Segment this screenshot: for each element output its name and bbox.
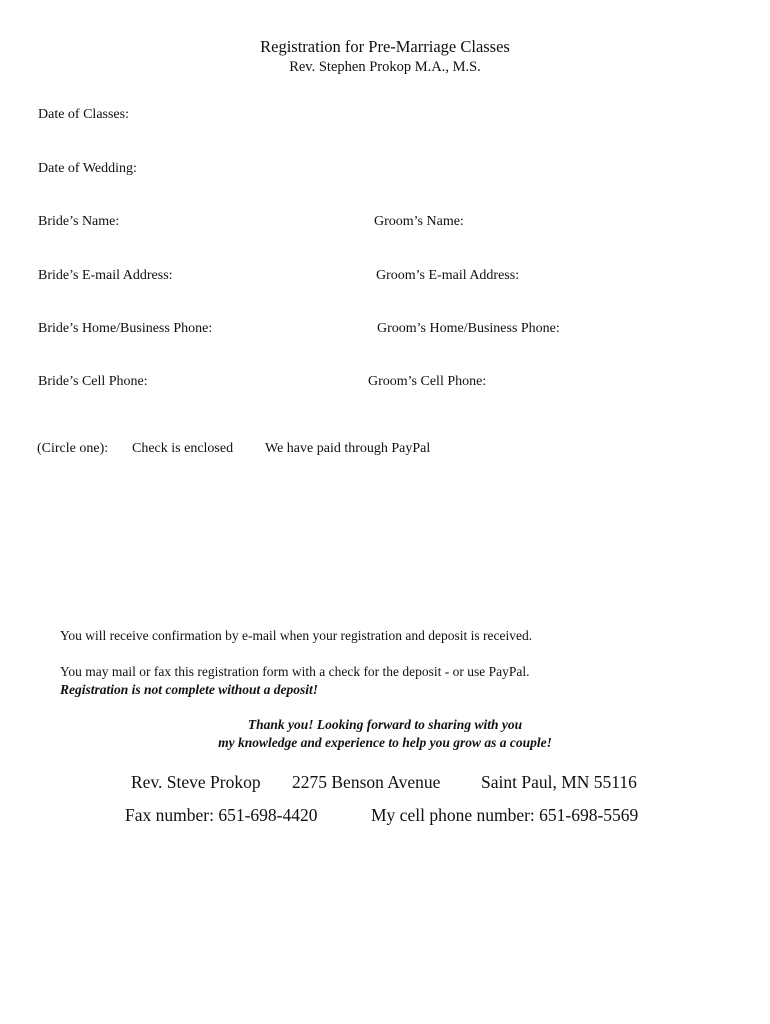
grooms-cell-label: Groom’s Cell Phone:	[368, 374, 487, 389]
payment-option-paypal[interactable]: We have paid through PayPal	[265, 441, 431, 456]
brides-name-label: Bride’s Name:	[38, 214, 120, 229]
brides-cell-label: Bride’s Cell Phone:	[38, 374, 148, 389]
brides-email-label: Bride’s E-mail Address:	[38, 268, 173, 283]
thank-you-line-1: Thank you! Looking forward to sharing with you	[247, 717, 523, 732]
page-subtitle: Rev. Stephen Prokop M.A., M.S.	[289, 59, 481, 75]
brides-home-phone-label: Bride’s Home/Business Phone:	[38, 321, 213, 336]
contact-name: Rev. Steve Prokop	[131, 772, 261, 792]
date-of-classes-label: Date of Classes:	[38, 107, 129, 122]
contact-street: 2275 Benson Avenue	[292, 772, 441, 792]
mail-fax-note: You may mail or fax this registration form with a check for the deposit - or use PayPal.	[60, 664, 530, 679]
contact-city: Saint Paul, MN 55116	[481, 772, 637, 792]
grooms-email-label: Groom’s E-mail Address:	[376, 268, 520, 283]
payment-option-check[interactable]: Check is enclosed	[132, 441, 234, 456]
contact-fax: Fax number: 651-698-4420	[125, 805, 318, 825]
grooms-home-phone-label: Groom’s Home/Business Phone:	[377, 321, 560, 336]
grooms-name-label: Groom’s Name:	[374, 214, 464, 229]
contact-cell: My cell phone number: 651-698-5569	[371, 805, 639, 825]
date-of-wedding-label: Date of Wedding:	[38, 161, 137, 176]
confirmation-note: You will receive confirmation by e-mail when your registration and deposit is received.	[60, 628, 533, 643]
deposit-required-note: Registration is not complete without a deposit!	[60, 682, 319, 697]
thank-you-line-2: my knowledge and experience to help you grow as a couple!	[218, 735, 552, 750]
page-title: Registration for Pre-Marriage Classes	[260, 37, 510, 56]
payment-prompt: (Circle one):	[37, 441, 109, 456]
